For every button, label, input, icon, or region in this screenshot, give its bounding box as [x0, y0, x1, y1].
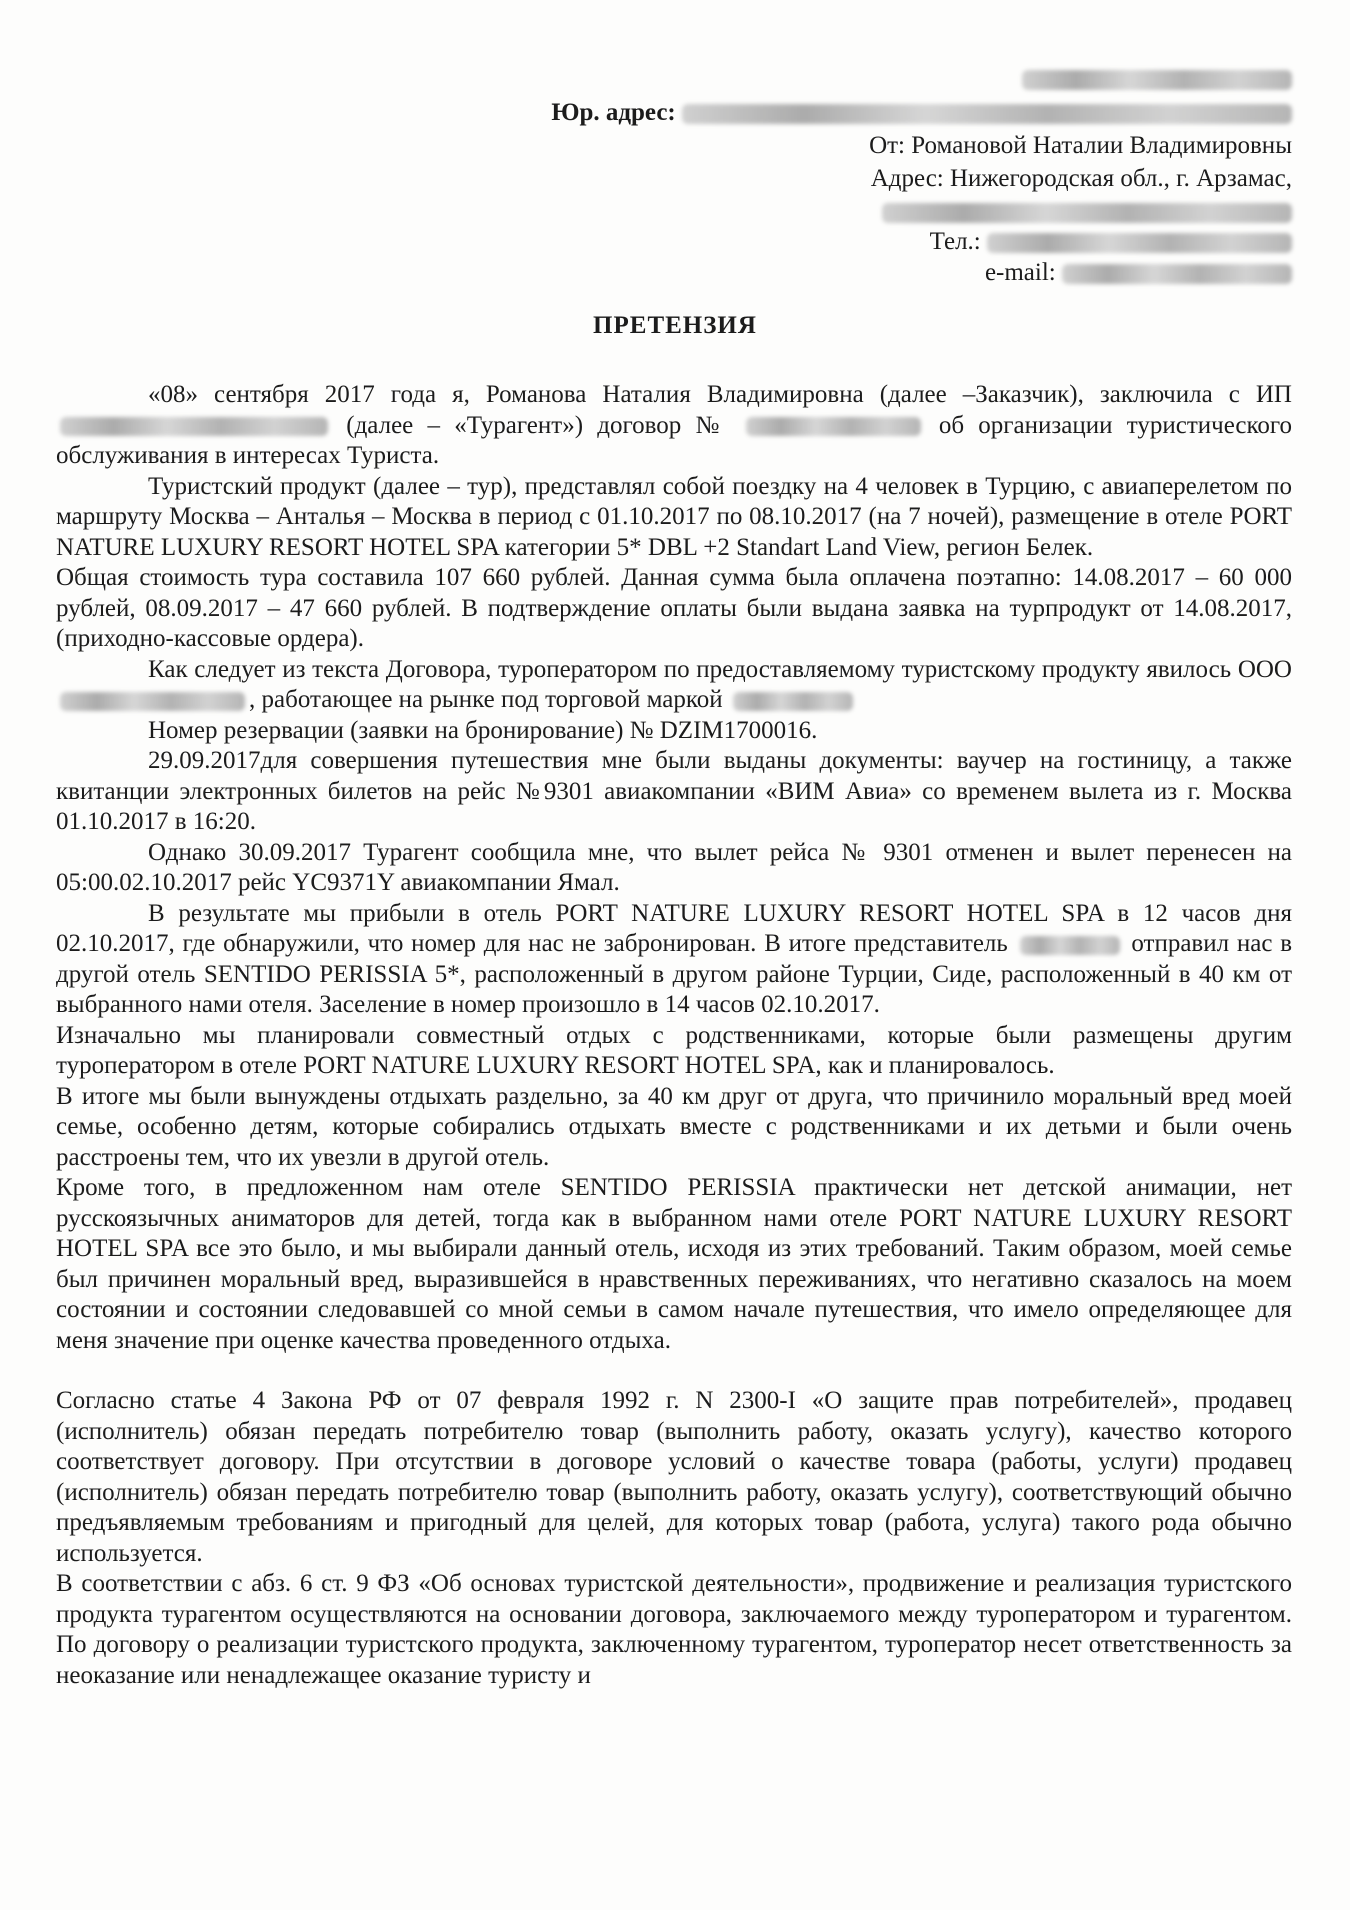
redacted-email [1062, 264, 1292, 284]
paragraph: Номер резервации (заявки на бронирование) № DZIM1700016. [148, 716, 818, 744]
redacted-recipient [1022, 70, 1292, 90]
p8-part-b: отправил нас в другой отель SENTIDO PERISSIA 5*, расположенный в другом районе Турции, Сиде, расположенный в 40 км от выбранного нами отеля. Заселение в номер произошло в 14 часов 02.10.2017. [56, 930, 1293, 1018]
redacted-brand [733, 692, 853, 711]
legal-address-line [551, 96, 1292, 129]
from-line: От: Романовой Наталии Владимировны [869, 132, 1292, 159]
paragraph: Туристский продукт (далее – тур), представлял собой поездку на 4 человек в Турцию, с авиаперелетом по маршруту Москва – Анталья – Москва в период с 01.10.2017 по 08.10.2017 (на 7 ночей), размещение в отеле PORT NATURE LUXURY RESORT HOTEL SPA категории 5* DBL +2 Standart Land View, регион Белек. [56, 472, 1292, 561]
paragraph [56, 655, 1292, 716]
redacted-legal-address [682, 104, 1292, 124]
address-continuation [882, 195, 1292, 228]
email-line [985, 256, 1292, 289]
p8-part-a: В результате мы прибыли в отель PORT NATURE LUXURY RESORT HOTEL SPA в 12 часов дня 02.10.2017, где обнаружили, что номер для нас не забронирован. В итоге представитель [56, 899, 1292, 957]
p1-part-c: об организации туристического обслуживания в интересах Туриста. [56, 411, 1293, 469]
redacted-agent-name [60, 417, 328, 436]
document-body [56, 380, 1292, 1691]
paragraph [56, 380, 1292, 472]
redacted-address [882, 203, 1292, 223]
paragraph: Согласно статье 4 Закона РФ от 07 февраля 1992 г. N 2300-I «О защите прав потребителей», продавец (исполнитель) обязан передать потребителю товар (выполнить работу, оказать услугу), качество которого соответствует договору. При отсутствии в договоре условий о качестве товара (работы, услуги) продавец (исполнитель) обязан передать потребителю товар (выполнить работу, оказать услугу), соответствующий обычно предъявляемым требованиям и пригодный для целей, для которых товар (работа, услуга) такого рода обычно используется. [56, 1387, 1292, 1567]
paragraph: Однако 30.09.2017 Турагент сообщила мне, что вылет рейса № 9301 отменен и вылет перенесен на 05:00.02.10.2017 рейс YC9371Y авиакомпании Ямал. [56, 838, 1292, 896]
redacted-phone [987, 233, 1292, 253]
p1-part-b: (далее – «Турагент») договор № [346, 411, 728, 439]
redacted-operator-name [60, 692, 245, 711]
address-line: Адрес: Нижегородская обл., г. Арзамас, [870, 165, 1292, 192]
phone-label: Тел.: [929, 228, 981, 255]
paragraph-gap [56, 1356, 1292, 1386]
p1-part-a: «08» сентября 2017 года я, Романова Наталия Владимировна (далее –Заказчик), заключила с ИП [148, 381, 1292, 408]
paragraph: В соответствии с абз. 6 ст. 9 ФЗ «Об основах туристской деятельности», продвижение и реализация туристского продукта турагентом осуществляются на основании договора, заключаемого между туроператором и турагентом. По договору о реализации туристского продукта, заключенному турагентом, туроператор несет ответственность за неоказание или ненадлежащее оказание туристу и [56, 1570, 1292, 1689]
email-label: e-mail: [984, 259, 1056, 286]
redacted-contract-number [746, 417, 921, 436]
paragraph: 29.09.2017для совершения путешествия мне были выданы документы: ваучер на гостиницу, а также квитанции электронных билетов на рейс №9301 авиакомпании «ВИМ Авиа» со временем вылета из г. Москва 01.10.2017 в 16:20. [56, 747, 1292, 835]
legal-address-label: Юр. адрес: [551, 99, 676, 126]
paragraph: Изначально мы планировали совместный отдых с родственниками, которые были размещены другим туроператором в отеле PORT NATURE LUXURY RESORT HOTEL SPA, как и планировалось. [56, 1021, 1292, 1079]
document-title: ПРЕТЕНЗИЯ [593, 312, 757, 339]
p4-part-a: Как следует из текста Договора, туроператором по предоставляемому туристскому продукту явилось ООО [148, 655, 1292, 683]
phone-line [930, 225, 1292, 258]
paragraph: В итоге мы были вынуждены отдыхать раздельно, за 40 км друг от друга, что причинило моральный вред моей семье, особенно детям, которые собирались отдыхать вместе с родственниками и их детьми и были очень расстроены тем, что их увезли в другой отель. [56, 1082, 1292, 1171]
recipient-name-line [1022, 62, 1292, 95]
redacted-representative [1020, 936, 1120, 955]
paragraph [56, 899, 1292, 1021]
paragraph: Общая стоимость тура составила 107 660 рублей. Данная сумма была оплачена поэтапно: 14.08.2017 – 60 000 рублей, 08.09.2017 – 47 660 рублей. В подтверждение оплаты были выдана заявка на турпродукт от 14.08.2017, (приходно-кассовые ордера). [56, 564, 1292, 652]
paragraph: Кроме того, в предложенном нам отеле SENTIDO PERISSIA практически нет детской анимации, нет русскоязычных аниматоров для детей, тогда как в выбранном нами отеле PORT NATURE LUXURY RESORT HOTEL SPA все это было, и мы выбирали данный отель, исходя из этих требований. Таким образом, моей семье был причинен моральный вред, выразившейся в нравственных переживаниях, что негативно сказалось на моем состоянии и состоянии следовавшей со мной семьи в самом начале путешествия, что имело определяющее для меня значение при оценке качества проведенного отдыха. [56, 1174, 1292, 1354]
p4-part-b: , работающее на рынке под торговой маркой [249, 686, 723, 713]
